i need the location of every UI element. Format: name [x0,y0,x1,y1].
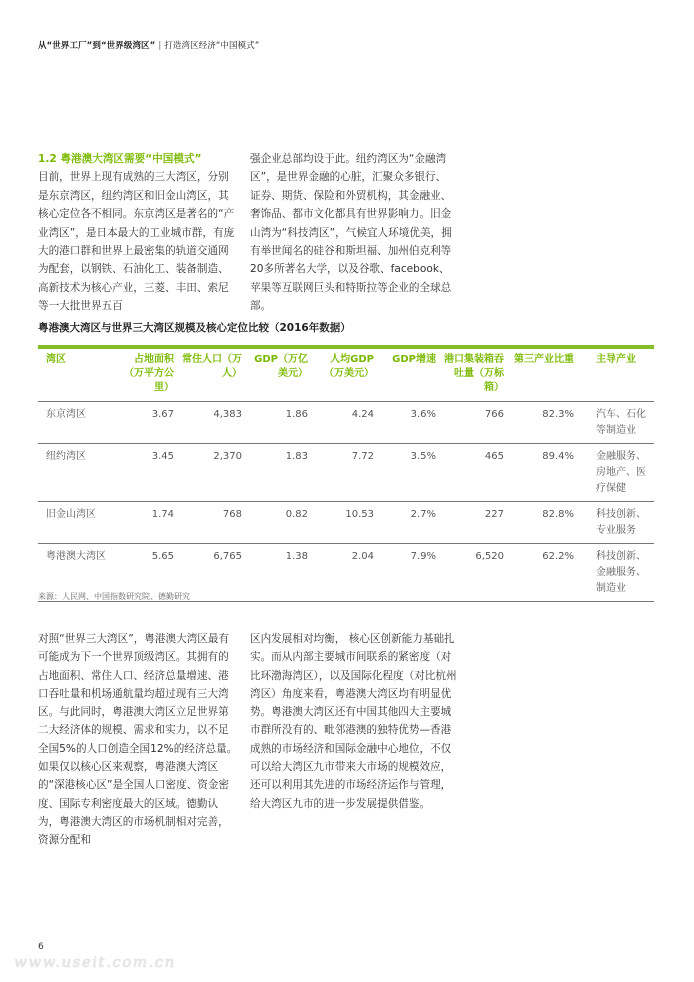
cell-land-area: 3.67 [151,409,174,420]
cell-gdp: 1.83 [285,451,308,462]
table-row [38,502,654,544]
cell-leading-industry: 科技创新、专业服务 [596,509,646,536]
cell-land-area: 1.74 [151,509,174,520]
cell-leading-industry: 汽车、石化等制造业 [596,409,646,436]
body-paragraph-right: 区内发展相对均衡， 核心区创新能力基础扎实。而从内部主要城市间联系的紧密度（对比环渤海湾区），以及国际化程度（对比杭州湾区）角度来看，粤港澳大湾区均有明显优势。粤港澳大湾区还有中国其他四大主要城市群所没有的、毗邻港澳的独特优势—香港成熟的市场经济和国际金融中心地位，不仅可以给大湾区九市带来大市场的规模效应，还可以利用其先进的市场经济运作与管理，给大湾区九市的进一步发展提供借鉴。 [250,633,457,810]
cell-port-throughput: 465 [484,451,504,462]
table-title: 粤港澳大湾区与世界三大湾区规模及核心定位比较（2016年数据） [38,322,351,334]
cell-gdp-per-capita: 10.53 [345,509,374,520]
cell-tertiary-share: 82.8% [542,509,574,520]
cell-leading-industry: 金融服务、房地产、医疗保健 [596,451,646,494]
header-population: 常住人口（万人） [182,354,242,379]
header-port-throughput: 港口集装箱吞吐量（万标箱） [444,354,504,393]
cell-population: 2,370 [213,451,242,462]
cell-gdp-growth: 3.5% [410,451,436,462]
header-gdp: GDP（万亿美元） [254,354,308,379]
cell-leading-industry: 科技创新、金融服务、制造业 [596,551,646,594]
cell-port-throughput: 227 [484,509,504,520]
cell-bay-area: 纽约湾区 [46,451,86,462]
cell-population: 6,765 [213,551,242,562]
cell-gdp-per-capita: 7.72 [351,451,374,462]
body-column-right [250,630,458,813]
cell-land-area: 5.65 [151,551,174,562]
header-gdp-per-capita: 人均GDP（万美元） [324,354,374,379]
cell-tertiary-share: 89.4% [542,451,574,462]
table-row [38,444,654,502]
cell-land-area: 3.45 [151,451,174,462]
cell-gdp-per-capita: 2.04 [351,551,374,562]
running-header [38,39,259,51]
body-column-left [38,630,238,850]
bay-area-comparison-table [38,345,654,602]
header-subtitle: 打造湾区经济“中国模式” [164,41,260,51]
cell-gdp: 0.82 [285,509,308,520]
cell-population: 4,383 [213,409,242,420]
cell-bay-area: 旧金山湾区 [46,509,96,520]
cell-gdp-growth: 2.7% [410,509,436,520]
site-watermark: www.useit.com.cn [14,953,176,971]
cell-gdp: 1.38 [285,551,308,562]
header-title: 从“世界工厂”到“世界级湾区” [38,41,156,51]
header-leading-industry: 主导产业 [596,354,636,365]
cell-port-throughput: 766 [484,409,504,420]
section-title: 1.2 粤港澳大湾区需要“中国模式” [38,153,202,165]
table-row [38,402,654,444]
cell-gdp-growth: 7.9% [410,551,436,562]
intro-paragraph-right: 强企业总部均设于此。纽约湾区为“金融湾区”，是世界金融的心脏，汇聚众多银行、证券、期货、保险和外贸机构，其金融业、奢饰品、都市文化都具有世界影响力。旧金山湾为“科技湾区”，气候宜人环境优美，拥有举世闻名的硅谷和斯坦福、加州伯克利等20多所著名大学，以及谷歌、facebook、苹果等互联网巨头和特斯拉等企业的全球总部。 [250,153,452,313]
header-gdp-growth: GDP增速 [392,354,436,365]
body-paragraph-left: 对照“世界三大湾区”，粤港澳大湾区最有可能成为下一个世界顶级湾区。其拥有的占地面积、常住人口、经济总量增速、港口吞吐量和机场通航量均超过现有三大湾区。与此同时，粤港澳大湾区立足世界第二大经济体的规模、需求和实力，以不足全国5%的人口创造全国12%的经济总量。如果仅以核心区来观察，粤港澳大湾区的“深港核心区”是全国人口密度、资金密度、国际专利密度最大的区域。德勤认为，粤港澳大湾区的市场机制相对完善，资源分配和 [38,633,238,847]
intro-paragraph-left: 目前，世界上现有成熟的三大湾区，分别是东京湾区，纽约湾区和旧金山湾区，其核心定位各不相同。东京湾区是著名的“产业湾区”，是日本最大的工业城市群，有庞大的港口群和世界上最密集的轨道交通网为配套，以钢铁、石油化工、装备制造、高新技术为核心产业，三菱、丰田、索尼等一大批世界五百 [38,171,235,313]
cell-gdp-per-capita: 4.24 [351,409,374,420]
cell-port-throughput: 6,520 [475,551,504,562]
cell-population: 768 [222,509,242,520]
table-header-row [38,347,654,402]
cell-tertiary-share: 62.2% [542,551,574,562]
cell-gdp-growth: 3.6% [410,409,436,420]
page-number: 6 [38,942,44,952]
cell-bay-area: 粤港澳大湾区 [46,551,106,562]
intro-column-left [38,150,238,316]
header-land-area: 占地面积（万平方公里） [124,354,174,393]
cell-gdp: 1.86 [285,409,308,420]
header-tertiary-share: 第三产业比重 [514,354,574,365]
cell-tertiary-share: 82.3% [542,409,574,420]
header-bay-area: 湾区 [46,354,66,365]
header-separator: | [158,41,162,51]
cell-bay-area: 东京湾区 [46,409,86,420]
table-source-note: 来源：人民网、中国指数研究院、德勤研究 [38,592,190,601]
intro-column-right [250,150,455,316]
